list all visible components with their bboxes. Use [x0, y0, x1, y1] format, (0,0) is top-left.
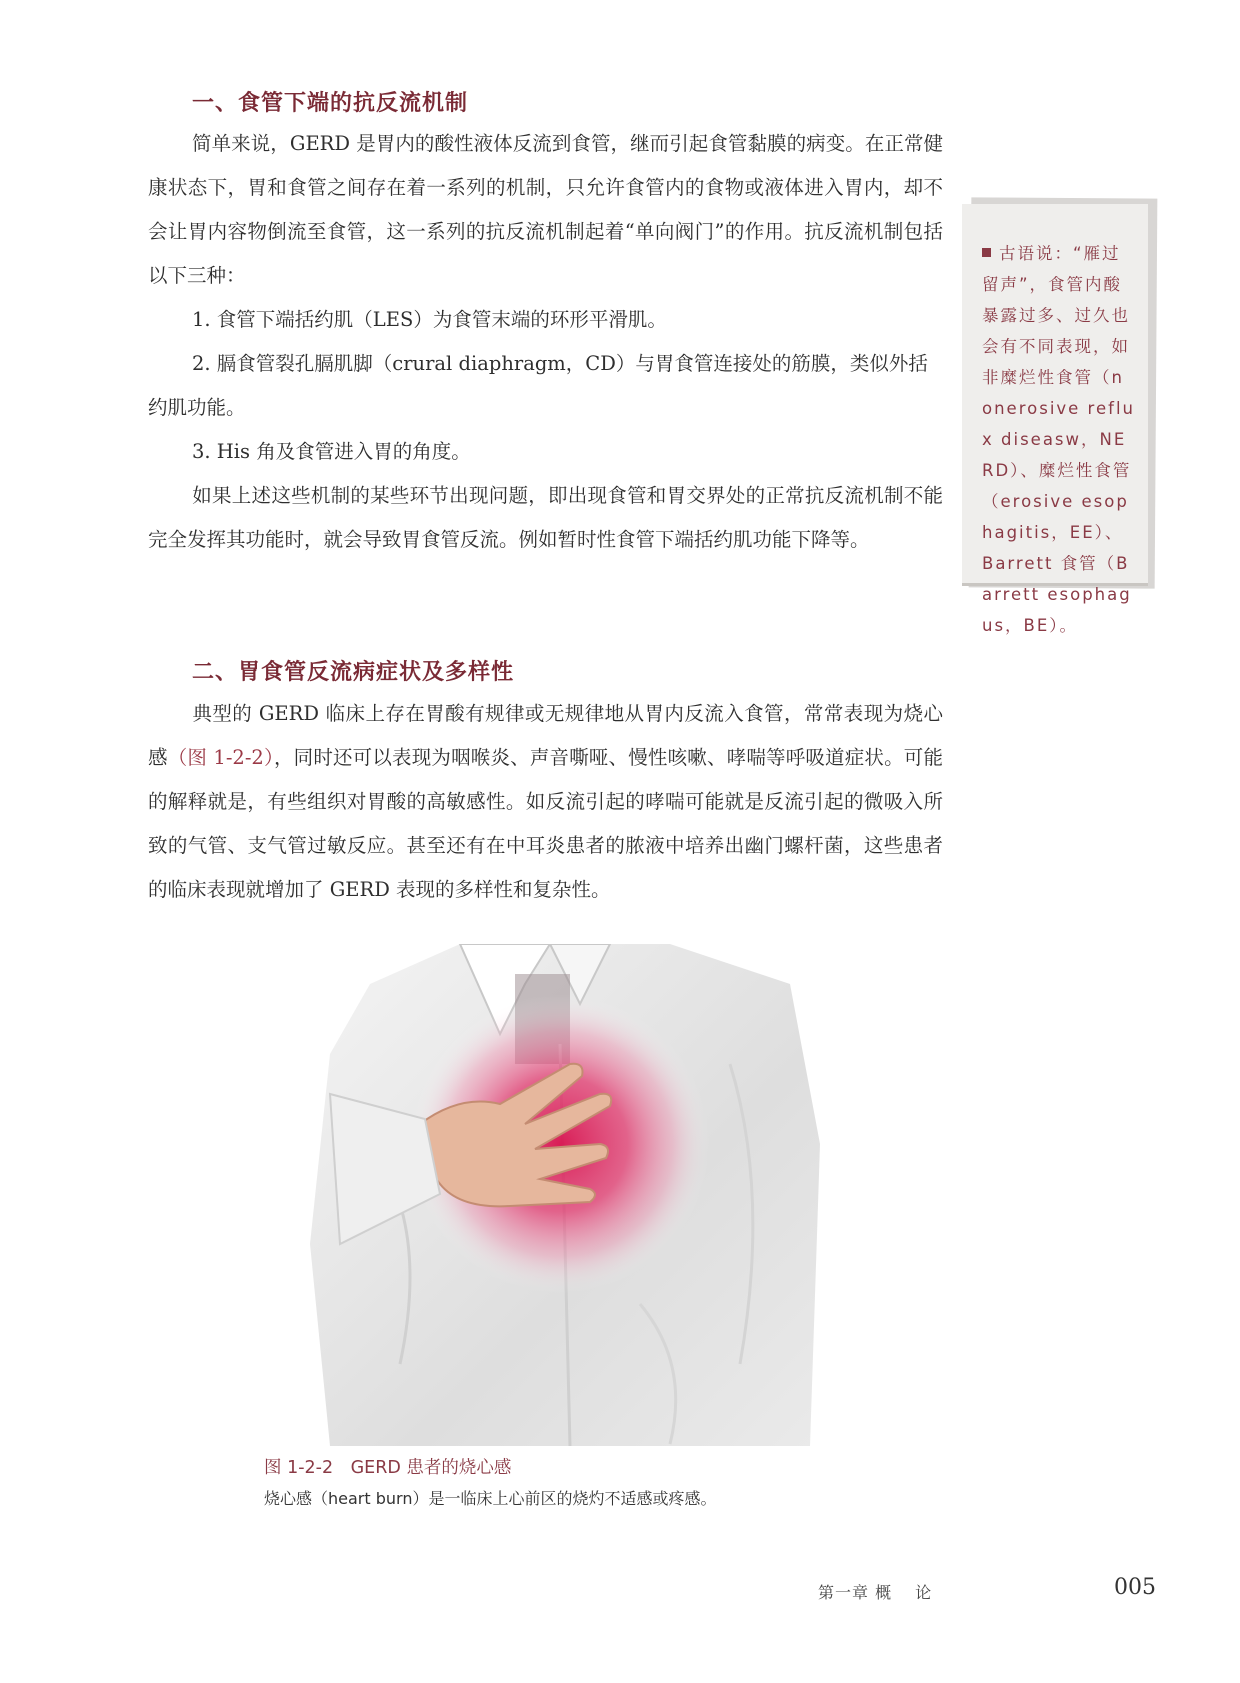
figure-label: 图 1-2-2 GERD 患者的烧心感: [264, 1458, 512, 1478]
paragraph-symptoms-text-b: ，同时还可以表现为咽喉炎、声音嘶哑、慢性咳嗽、哮喘等呼吸道症状。可能的解释就是，有些组织对胃酸的高敏感性。如反流引起的哮喘可能就是反流引起的微吸入所致的气管、支气管过敏反应。甚至还有在中耳炎患者的脓液中培养出幽门螺杆菌，这些患者的临床表现就增加了 GERD 表现的多样性和复杂性。: [148, 746, 943, 901]
running-head: 第一章 概 论: [818, 1583, 933, 1602]
list-item-3: 3. His 角及食管进入胃的角度。: [192, 440, 471, 463]
paragraph-symptoms-text-a: 典型的 GERD 临床上存在胃酸有规律或无规律地从胃内反流入食管，常常表现为烧心感: [148, 702, 943, 769]
figure-reference-link[interactable]: （图 1-2-2）: [167, 746, 274, 769]
paragraph-intro-text: 简单来说，GERD 是胃内的酸性液体反流到食管，继而引起食管黏膜的病变。在正常健康状态下，胃和食管之间存在着一系列的机制，只允许食管内的食物或液体进入胃内，却不会让胃内容物倒流至食管，这一系列的抗反流机制起着“单向阀门”的作用。抗反流机制包括以下三种：: [148, 132, 943, 287]
section-heading-1: 一、食管下端的抗反流机制: [192, 90, 469, 116]
page-number: 005: [1114, 1575, 1156, 1600]
paragraph-intro: [148, 122, 943, 298]
sidenote-text: 古语说：“雁过留声”，食管内酸暴露过多、过久也会有不同表现，如非糜烂性食管（nonerosive reflux diseasw，NERD）、糜烂性食管（erosive esophagitis，EE）、Barrett 食管（Barrett esophagus，BE）。: [982, 244, 1135, 635]
shirt-illustration: [310, 944, 830, 1446]
sidenote-box: [962, 204, 1148, 635]
heartburn-chest-photo: [310, 944, 830, 1446]
list-item-2-continued: 约肌功能。: [148, 396, 246, 419]
square-bullet-icon: [982, 248, 991, 257]
paragraph-symptoms: [148, 692, 943, 912]
figure-caption: 烧心感（heart burn）是一临床上心前区的烧灼不适感或疼感。: [264, 1489, 717, 1508]
section-heading-2: 二、胃食管反流病症状及多样性: [192, 659, 515, 685]
paragraph-mechanism-failure: [148, 474, 943, 562]
list-item-2: 2. 膈食管裂孔膈肌脚（crural diaphragm，CD）与胃食管连接处的筋膜，类似外括: [192, 352, 928, 375]
list-item-1: 1. 食管下端括约肌（LES）为食管末端的环形平滑肌。: [192, 308, 667, 331]
paragraph-mechanism-failure-text: 如果上述这些机制的某些环节出现问题，即出现食管和胃交界处的正常抗反流机制不能完全发挥其功能时，就会导致胃食管反流。例如暂时性食管下端括约肌功能下降等。: [148, 484, 943, 551]
